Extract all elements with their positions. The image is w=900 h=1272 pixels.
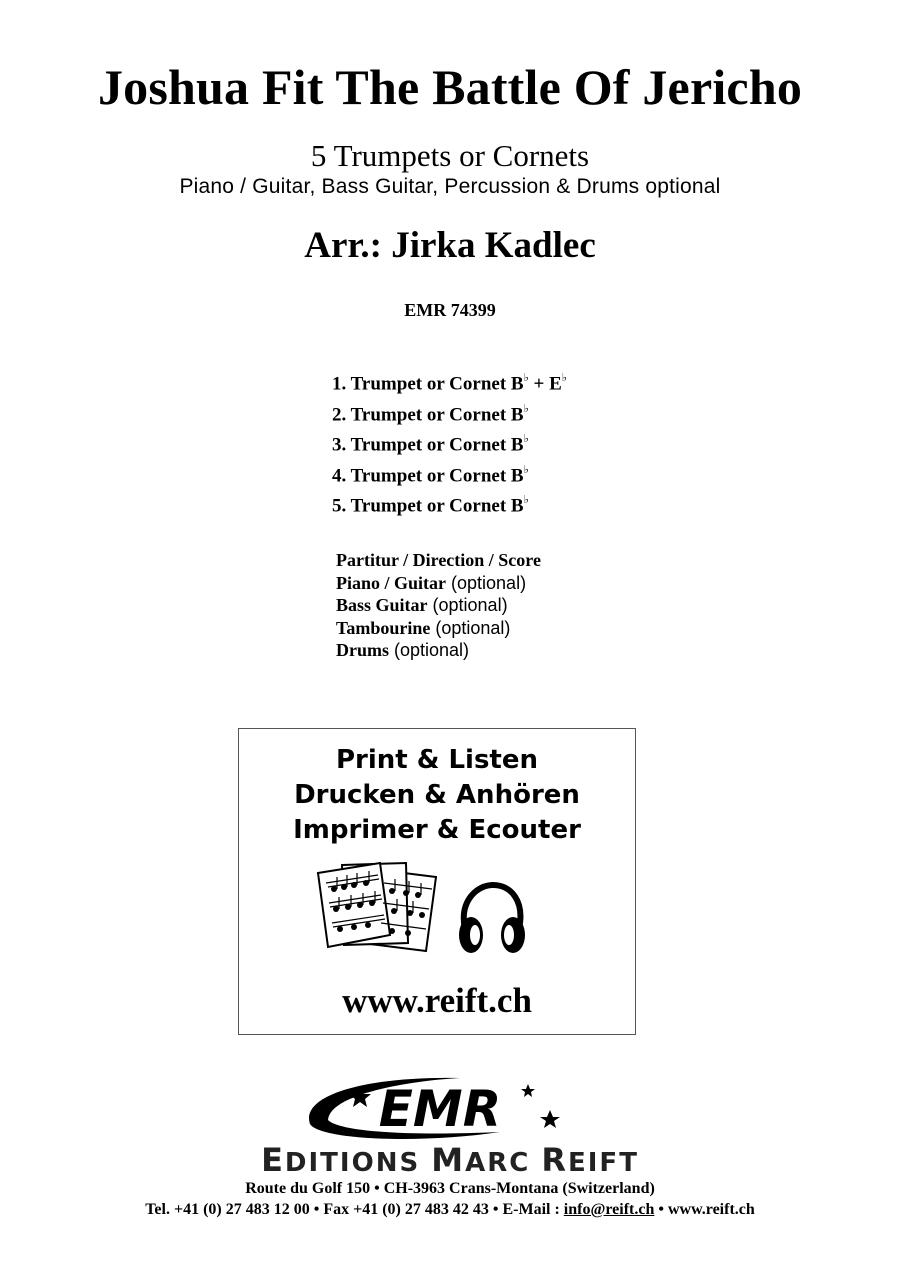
promo-text: Print & Listen Drucken & Anhören Imprimer & Ecouter	[293, 745, 581, 845]
part-item: 3. Trumpet or Cornet B♭	[332, 433, 529, 456]
flat-sign: ♭	[523, 433, 529, 445]
page-title: Joshua Fit The Battle Of Jericho	[97, 59, 803, 115]
flat-sign: ♭	[523, 463, 529, 476]
flat-sign: ♭	[523, 402, 529, 415]
publisher-address: Route du Golf 150 • CH-3963 Crans-Montana (Switzerland)	[245, 1180, 655, 1197]
flat-sign: ♭	[561, 372, 567, 384]
arranger: Arr.: Jirka Kadlec	[304, 225, 596, 266]
catalog-number: EMR 74399	[404, 300, 496, 320]
extra-parts-list	[336, 550, 541, 663]
parts-list	[332, 372, 567, 525]
extra-part-item: Drums (optional)	[336, 640, 470, 660]
publisher-name: EDITIONS MARC REIFT	[261, 1141, 639, 1179]
subtitle: 5 Trumpets or Cornets	[310, 138, 590, 173]
emr-logo	[300, 1074, 580, 1144]
website-url[interactable]: www.reift.ch	[342, 981, 532, 1020]
part-item: 5. Trumpet or Cornet B♭	[332, 494, 529, 517]
email-link[interactable]: info@reift.ch	[563, 1201, 655, 1218]
part-item: 1. Trumpet or Cornet B♭ + E♭	[332, 372, 567, 395]
print-listen-box	[238, 728, 636, 1035]
headphones-icon	[455, 879, 527, 959]
part-item: 4. Trumpet or Cornet B♭	[332, 463, 529, 486]
extra-part-item: Tambourine (optional)	[336, 617, 511, 638]
flat-sign: ♭	[523, 372, 529, 384]
logo-text: EMR	[378, 1080, 502, 1138]
extra-part-item: Partitur / Direction / Score	[336, 550, 541, 570]
flat-sign: ♭	[523, 494, 529, 506]
publisher-contact: Tel. +41 (0) 27 483 12 00 • Fax +41 (0) 27 483 42 43 • E-Mail : info@reift.ch • www.reift.ch	[145, 1201, 755, 1218]
extra-part-item: Bass Guitar (optional)	[336, 595, 508, 615]
optional-instruments: Piano / Guitar, Bass Guitar, Percussion & Drums optional	[179, 175, 721, 198]
part-item: 2. Trumpet or Cornet B♭	[332, 402, 529, 425]
sheet-music-icon	[314, 859, 444, 954]
extra-part-item: Piano / Guitar (optional)	[336, 572, 527, 593]
